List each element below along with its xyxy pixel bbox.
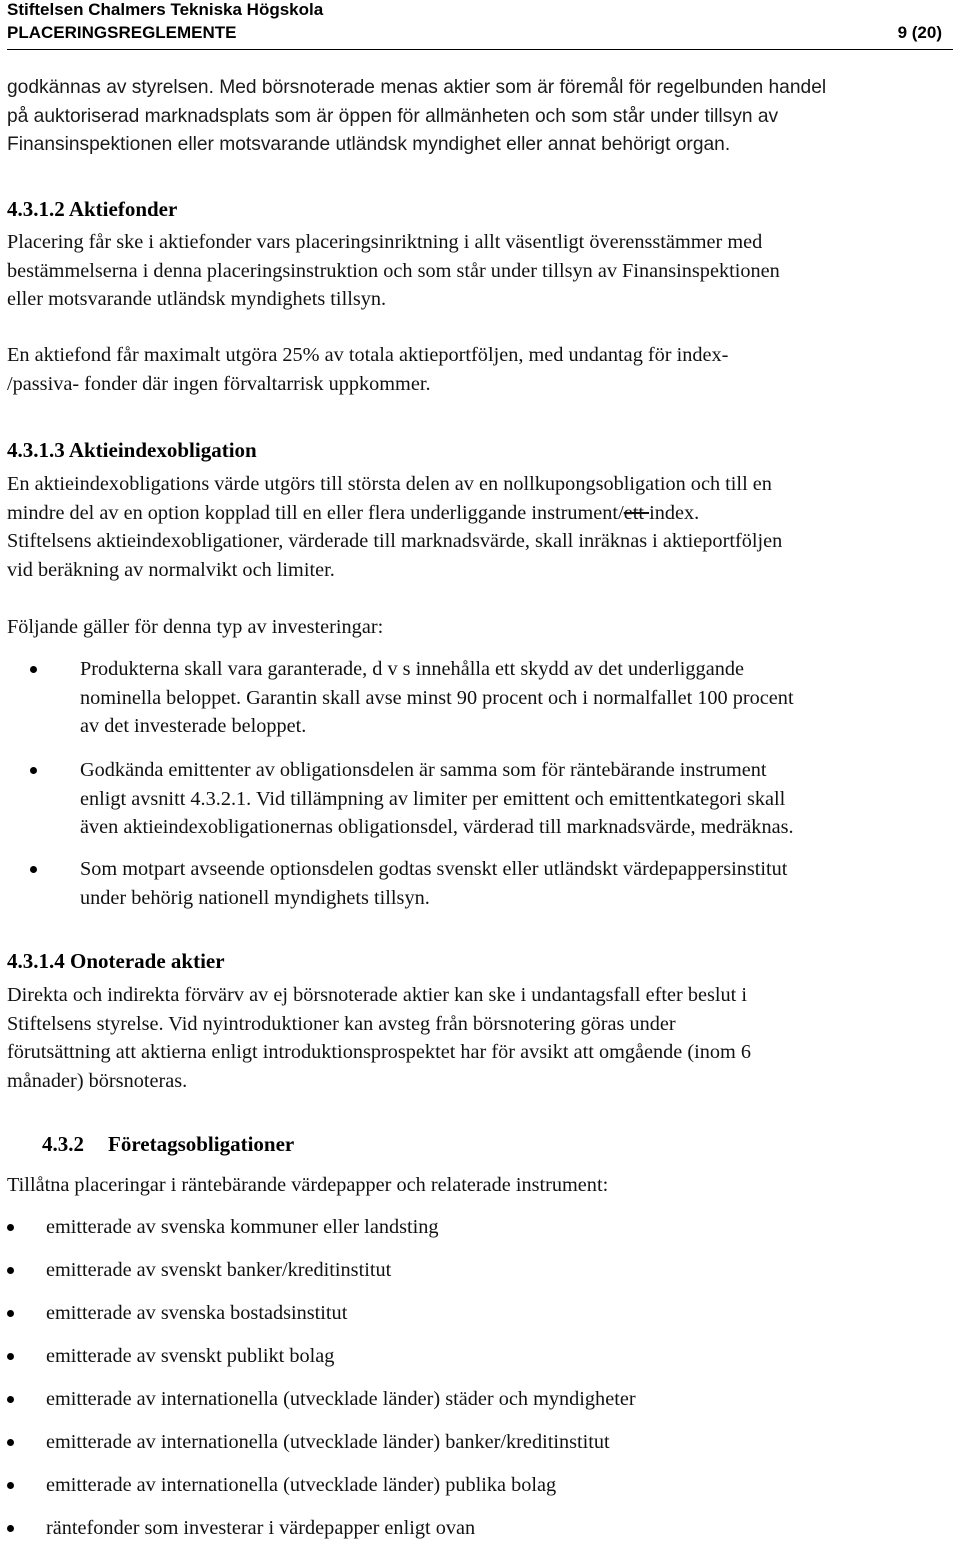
list-item-line: även aktieindexobligationernas obligationsdel, värderad till marknadsvärde, medräknas. — [80, 816, 794, 839]
list-item-text: emitterade av internationella (utvecklade länder) städer och myndigheter — [46, 1388, 636, 1410]
list-item-text: emitterade av svenskt publikt bolag — [46, 1345, 335, 1367]
paragraph-line: bestämmelserna i denna placeringsinstruktion och som står under tillsyn av Finansinspektionen — [7, 259, 780, 282]
bullet-icon — [7, 1525, 14, 1532]
paragraph-line: förutsättning att aktierna enligt introduktionsprospektet har för avsikt att omgående (inom 6 — [7, 1041, 752, 1064]
list-item-line: Godkända emittenter av obligationsdelen är samma som för räntebärande instrument — [80, 759, 767, 781]
list-item-text: emitterade av internationella (utvecklade länder) publika bolag — [46, 1474, 557, 1496]
section-4313-bullet-2 — [7, 756, 955, 842]
paragraph-line — [7, 499, 955, 528]
list-item-line: Som motpart avseende optionsdelen godtas svenskt eller utländskt värdepappersinstitut — [80, 858, 788, 880]
list-item-text: emitterade av svenskt banker/kreditinstitut — [46, 1259, 392, 1281]
text-run: mindre del av en option kopplad till en eller flera underliggande instrument/ — [7, 501, 624, 524]
list-item-text: emitterade av svenska kommuner eller landsting — [46, 1216, 439, 1238]
header-organization: Stiftelsen Chalmers Tekniska Högskola — [7, 0, 324, 19]
section-4313-bullet-3 — [7, 855, 955, 912]
paragraph-line: Tillåtna placeringar i räntebärande värdepapper och relaterade instrument: — [7, 1174, 609, 1196]
intro-line-3: Finansinspektionen eller motsvarande utländsk myndighet eller annat behörigt organ. — [7, 134, 731, 155]
header-divider — [7, 49, 953, 50]
section-432-bullet-list — [7, 1213, 955, 1557]
section-heading-4314: 4.3.1.4 Onoterade aktier — [7, 949, 225, 973]
bullet-icon — [7, 1267, 14, 1274]
list-item — [7, 1342, 955, 1385]
paragraph-line: Placering får ske i aktiefonder vars placeringsinriktning i allt väsentligt överensstämmer med — [7, 231, 763, 253]
section-heading-4313: 4.3.1.3 Aktieindexobligation — [7, 438, 257, 462]
section-4314-paragraph — [7, 981, 955, 1095]
section-heading-4312: 4.3.1.2 Aktiefonder — [7, 197, 178, 221]
header-page-number: 9 (20) — [897, 23, 942, 42]
intro-line-1: godkännas av styrelsen. Med börsnoterade menas aktier som är föremål för regelbunden handel — [7, 77, 827, 98]
list-item-line: enligt avsnitt 4.3.2.1. Vid tillämpning av limiter per emittent och emittentkategori skall — [80, 787, 786, 810]
paragraph-line: eller motsvarande utländsk myndighets tillsyn. — [7, 288, 387, 311]
paragraph-line: vid beräkning av normalvikt och limiter. — [7, 558, 335, 581]
section-title: Företagsobligationer — [108, 1132, 295, 1156]
list-item-text: emitterade av svenska bostadsinstitut — [46, 1302, 348, 1324]
list-item — [7, 1471, 955, 1514]
bullet-icon — [30, 866, 37, 873]
list-item-line: nominella beloppet. Garantin skall avse minst 90 procent och i normalfallet 100 procent — [80, 686, 794, 709]
struck-text: ett — [623, 501, 650, 524]
paragraph-line: Stiftelsens styrelse. Vid nyintroduktioner kan avsteg från börsnotering göras under — [7, 1012, 676, 1035]
section-4312-paragraph-1 — [7, 228, 955, 314]
bullet-icon — [7, 1224, 14, 1231]
list-item-text: emitterade av internationella (utvecklade länder) banker/kreditinstitut — [46, 1431, 610, 1453]
text-run: index. — [649, 501, 700, 524]
section-4312-paragraph-2 — [7, 341, 955, 398]
bullet-icon — [7, 1310, 14, 1317]
bullet-icon — [7, 1439, 14, 1446]
section-432-intro — [7, 1171, 955, 1200]
section-4313-paragraph-2 — [7, 613, 955, 642]
list-item — [7, 1213, 955, 1256]
paragraph-line: En aktieindexobligations värde utgörs till största delen av en nollkupongsobligation och till en — [7, 473, 772, 495]
bullet-icon — [30, 767, 37, 774]
bullet-icon — [30, 666, 37, 673]
paragraph-line: /passiva- fonder där ingen förvaltarrisk uppkommer. — [7, 372, 431, 395]
section-number: 4.3.2 — [42, 1132, 84, 1156]
bullet-icon — [7, 1353, 14, 1360]
paragraph-line: månader) börsnoteras. — [7, 1069, 188, 1092]
section-4313-paragraph-1 — [7, 470, 955, 584]
section-heading-432 — [42, 1131, 294, 1157]
bullet-icon — [7, 1396, 14, 1403]
list-item-line: under behörig nationell myndighets tillsyn. — [80, 886, 430, 909]
paragraph-line: Stiftelsens aktieindexobligationer, värderade till marknadsvärde, skall inräknas i aktieportföljen — [7, 530, 783, 553]
header-document-title: PLACERINGSREGLEMENTE — [7, 23, 237, 42]
paragraph-line: Direkta och indirekta förvärv av ej börsnoterade aktier kan ske i undantagsfall efter beslut i — [7, 984, 747, 1006]
list-item — [7, 1514, 955, 1557]
bullet-icon — [7, 1482, 14, 1489]
list-item-text: räntefonder som investerar i värdepapper enligt ovan — [46, 1517, 476, 1539]
list-item — [7, 1256, 955, 1299]
list-item-line: av det investerade beloppet. — [80, 715, 307, 738]
list-item — [7, 1385, 955, 1428]
paragraph-line: Följande gäller för denna typ av investeringar: — [7, 616, 384, 638]
list-item — [7, 1299, 955, 1342]
paragraph-line: En aktiefond får maximalt utgöra 25% av totala aktieportföljen, med undantag för index- — [7, 344, 729, 366]
list-item — [7, 1428, 955, 1471]
intro-line-2: på auktoriserad marknadsplats som är öppen för allmänheten och som står under tillsyn av — [7, 106, 779, 127]
section-4313-bullet-1 — [7, 655, 955, 741]
list-item-line: Produkterna skall vara garanterade, d v s innehålla ett skydd av det underliggande — [80, 658, 744, 680]
